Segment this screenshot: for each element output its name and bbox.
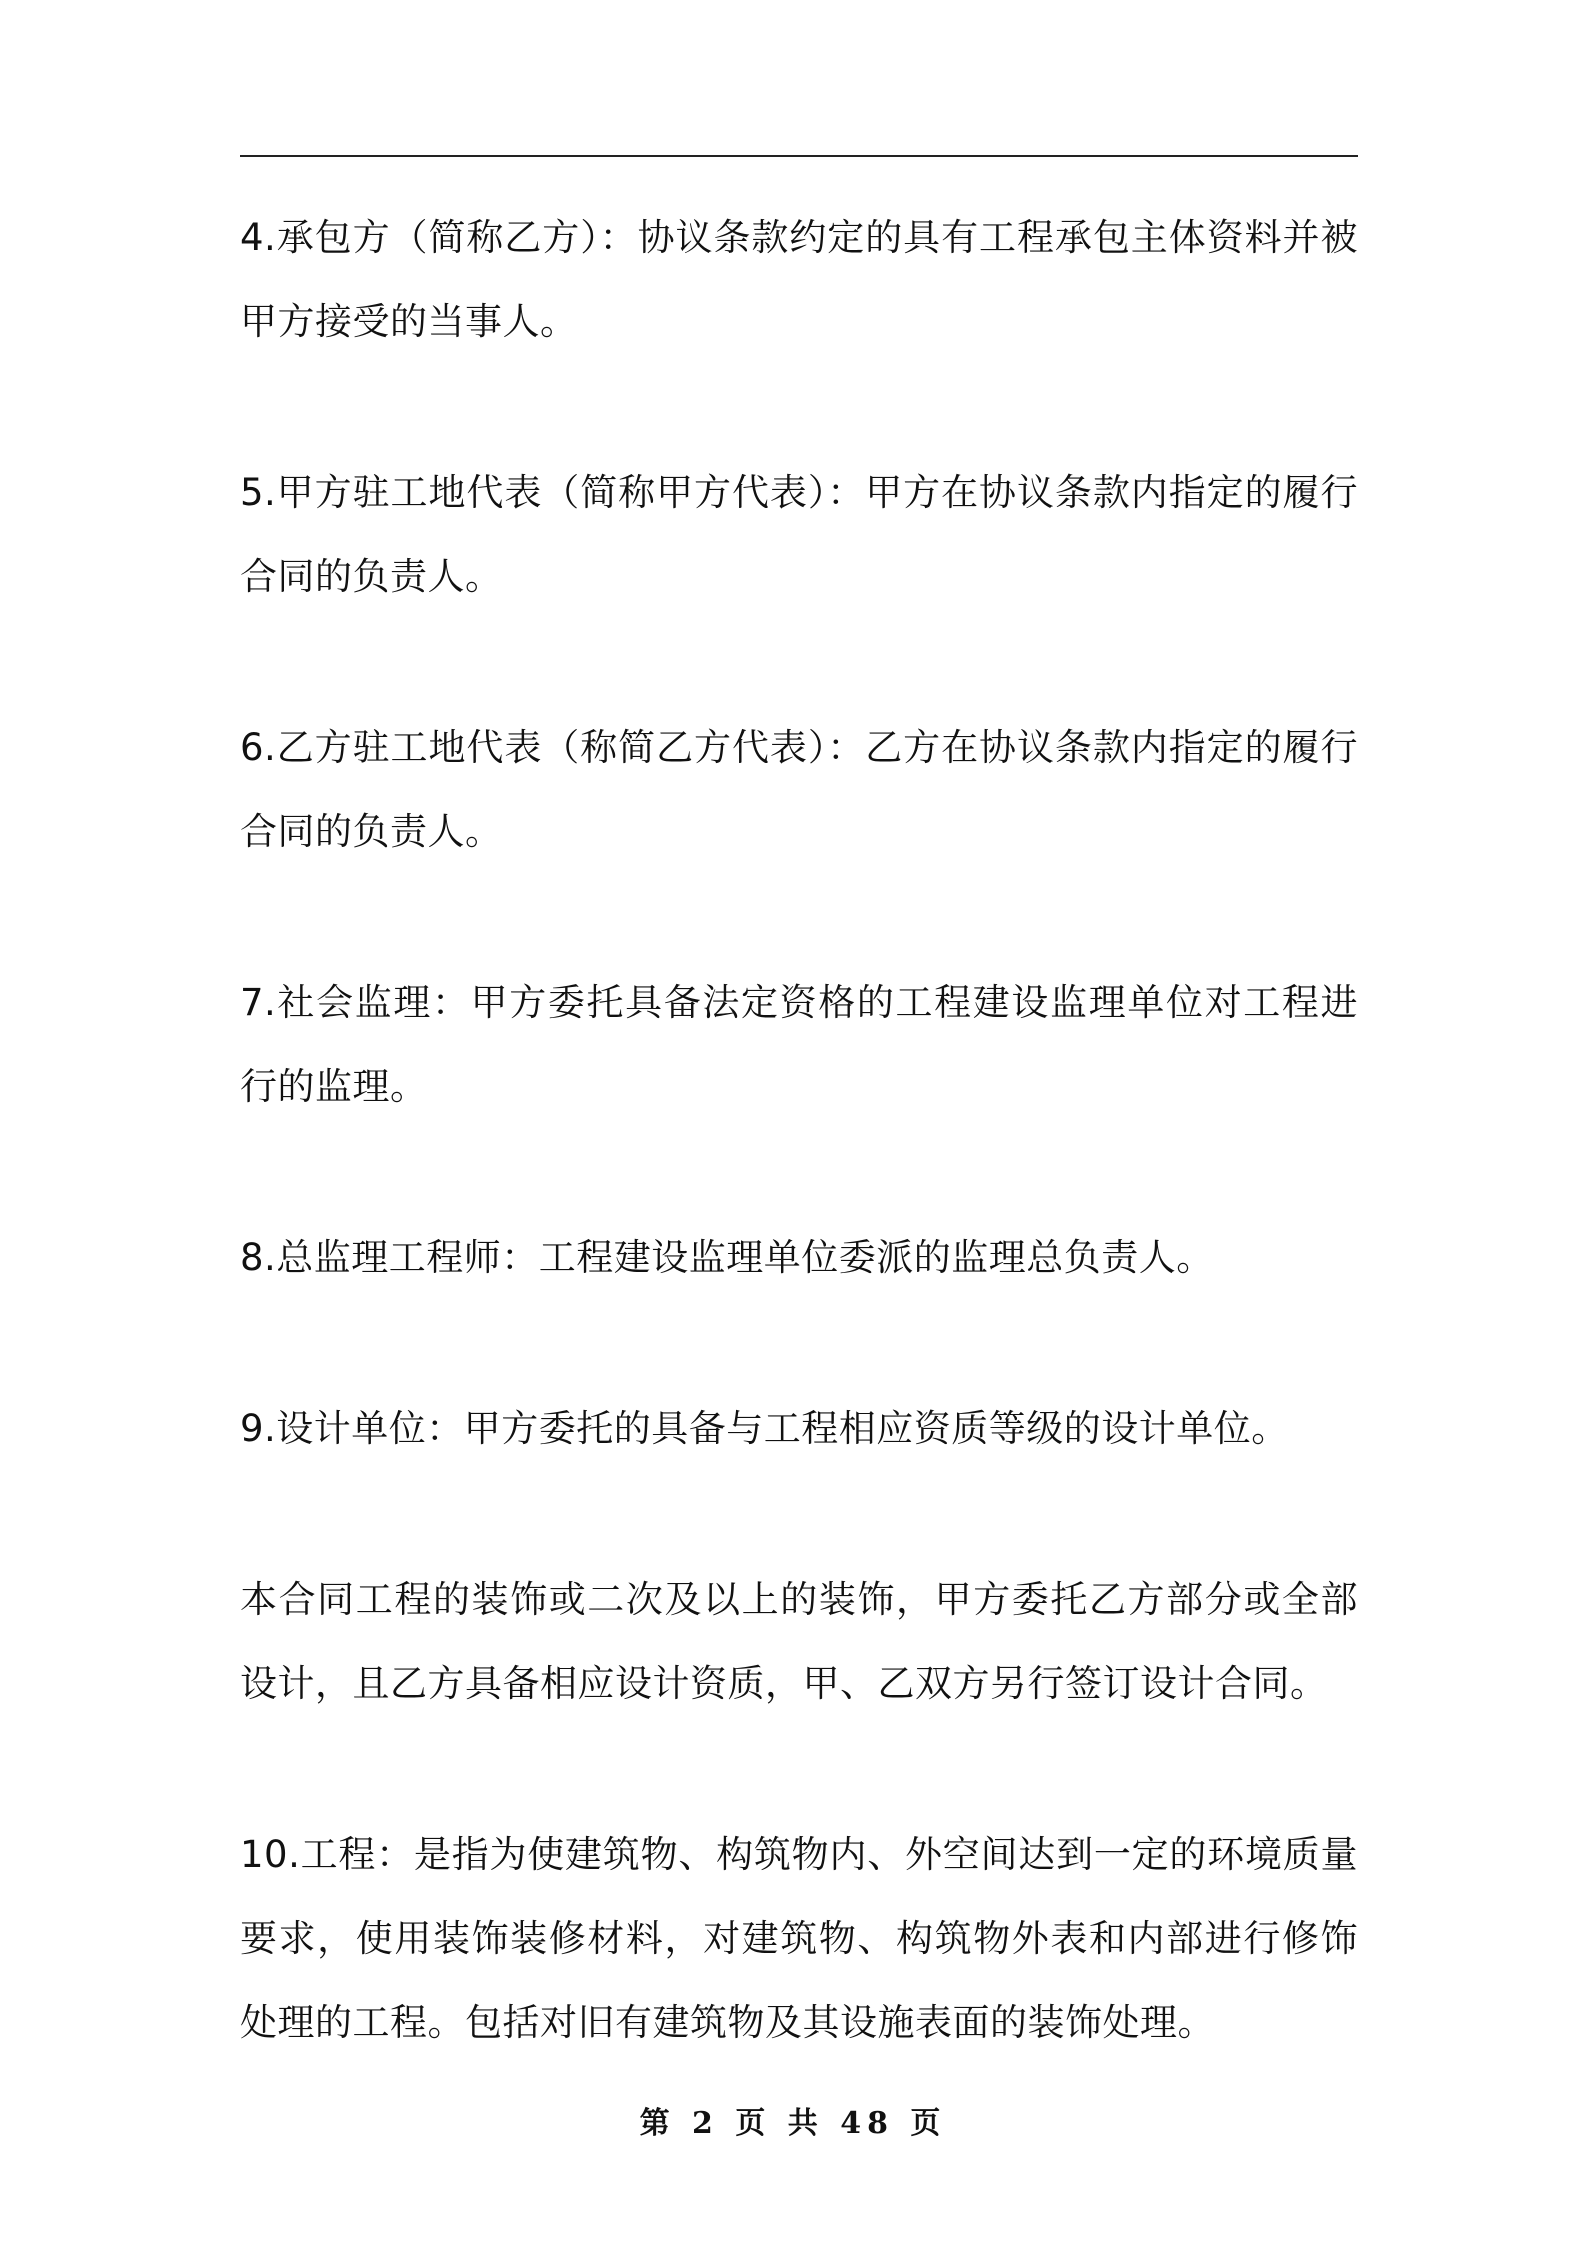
header-divider: [240, 155, 1358, 157]
paragraph-item-8-chief-engineer: 8.总监理工程师：工程建设监理单位委派的监理总负责人。: [240, 1236, 1214, 1279]
page-number-footer: 第 2 页 共 48 页: [639, 2106, 947, 2141]
paragraph-item-7-supervision: 7.社会监理：甲方委托具备法定资格的工程建设监理单位对工程进行的监理。: [240, 981, 1358, 1108]
paragraph-item-5-owner-representative: 5.甲方驻工地代表（简称甲方代表）：甲方在协议条款内指定的履行合同的负责人。: [240, 471, 1358, 598]
paragraph-design-contract-note: 本合同工程的装饰或二次及以上的装饰，甲方委托乙方部分或全部设计，且乙方具备相应设计资质，甲、乙双方另行签订设计合同。: [240, 1578, 1358, 1705]
paragraph-item-4-contractor: 4.承包方（简称乙方）：协议条款约定的具有工程承包主体资料并被甲方接受的当事人。: [240, 216, 1358, 343]
paragraph-item-9-design-unit: 9.设计单位：甲方委托的具备与工程相应资质等级的设计单位。: [240, 1407, 1289, 1450]
paragraph-item-10-project: 10.工程：是指为使建筑物、构筑物内、外空间达到一定的环境质量要求，使用装饰装修材料，对建筑物、构筑物外表和内部进行修饰处理的工程。包括对旧有建筑物及其设施表面的装饰处理。: [240, 1833, 1358, 2044]
paragraph-item-6-contractor-representative: 6.乙方驻工地代表（称简乙方代表）：乙方在协议条款内指定的履行合同的负责人。: [240, 726, 1358, 853]
document-body: [240, 196, 1358, 2065]
